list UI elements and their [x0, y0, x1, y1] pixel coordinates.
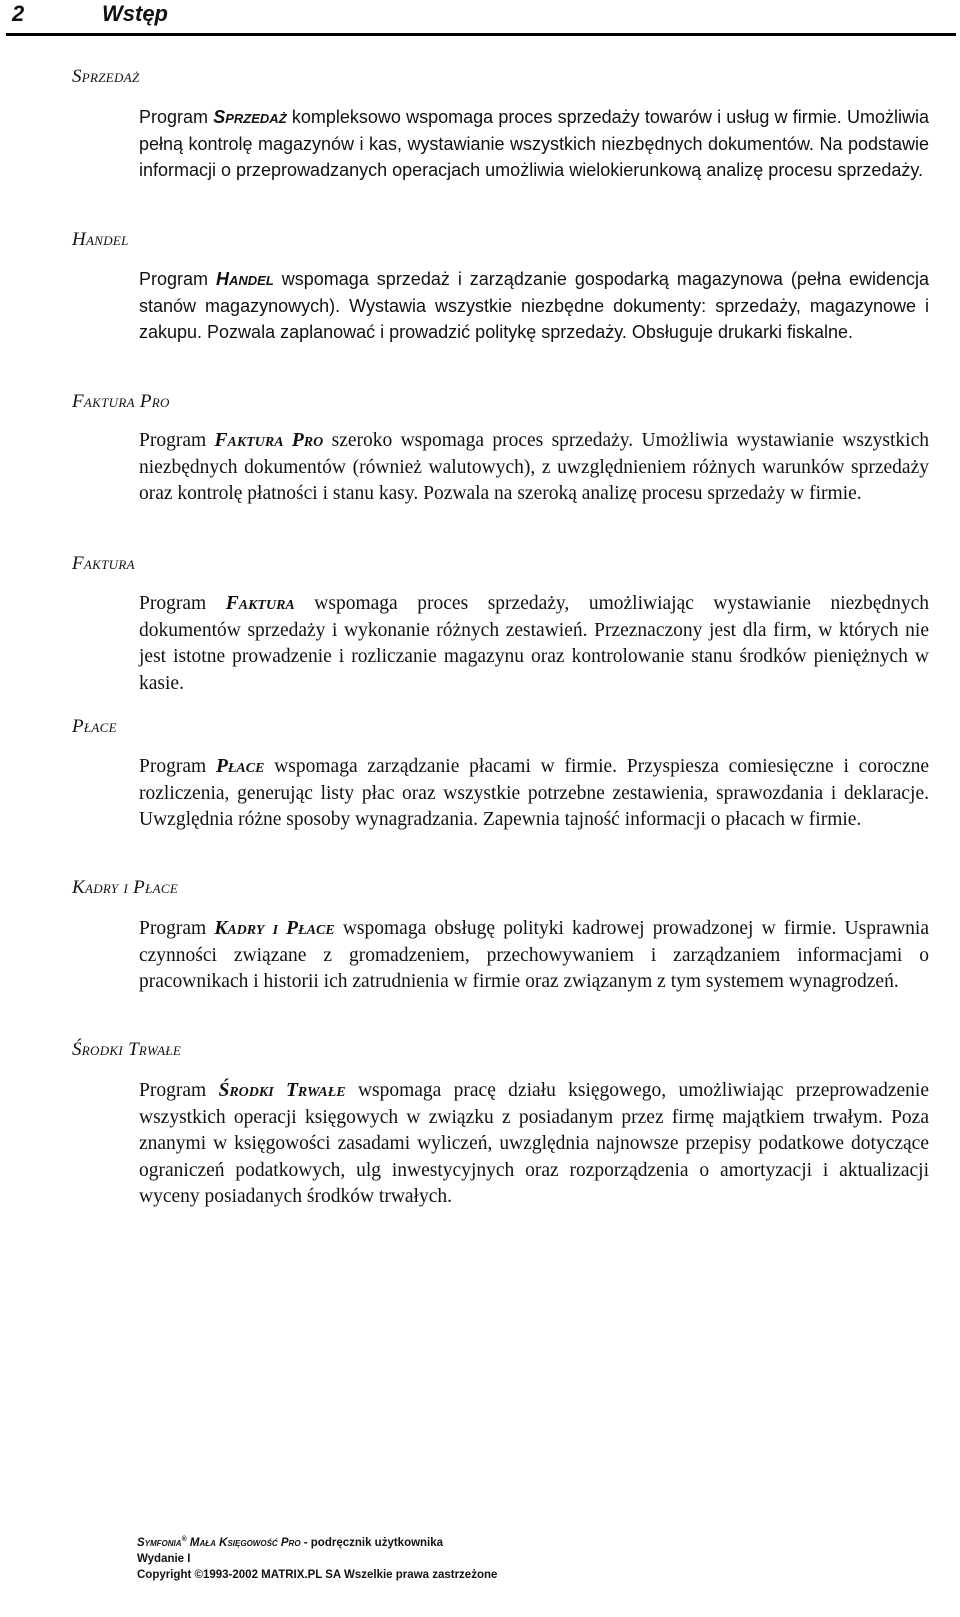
page-header [6, 0, 956, 36]
chapter-title: Wstęp [102, 1, 168, 26]
section-title-srodki-trwale: Środki Trwałe [72, 1039, 182, 1060]
section-title-sprzedaz: Sprzedaż [72, 66, 140, 87]
program-name: Sprzedaż [213, 107, 287, 127]
section-text-place: Program Płace wspomaga zarządzanie płacami w firmie. Przyspiesza comiesięczne i coroczne rozliczenia, generując listy płac oraz wszystkie potrzebne zestawienia, sprawozdania i deklaracje. Uwzględnia różne sposoby wynagradzania. Zapewnia tajność informacji o płacach w firmie. [139, 756, 929, 830]
section-title-faktura: Faktura [72, 553, 135, 574]
program-name: Kadry i Płace [214, 918, 335, 939]
page-number: 2 [12, 1, 25, 26]
program-name: Płace [215, 756, 265, 777]
program-name: Handel [216, 269, 274, 289]
section-title-kadry-i-place: Kadry i Płace [72, 877, 179, 898]
page-footer [137, 1532, 497, 1583]
section-title-handel: Handel [72, 229, 129, 250]
section-text-sprzedaz: Program Sprzedaż kompleksowo wspomaga proces sprzedaży towarów i usług w firmie. Umożliwia pełną kontrolę magazynów i kas, wystawianie wszystkich niezbędnych dokumentów. Na podstawie informacji o przeprowadzanych operacjach umożliwia wielokierunkową analizę procesu sprzedaży. [139, 107, 929, 180]
section-text-kadry-i-place: Program Kadry i Płace wspomaga obsługę polityki kadrowej prowadzonej w firmie. Usprawnia czynności związane z gromadzeniem, przechowywaniem i zarządzaniem informacjami o pracownikach i historii ich zatrudnienia w firmie oraz związanym z tym systemem wynagrodzeń. [139, 918, 930, 992]
program-name: Faktura [225, 593, 295, 614]
program-name: Środki Trwałe [218, 1080, 346, 1101]
section-title-faktura-pro: Faktura Pro [72, 391, 170, 412]
footer-edition: Wydanie I [137, 1552, 191, 1565]
section-text-srodki-trwale: Program Środki Trwałe wspomaga pracę działu księgowego, umożliwiając przeprowadzenie wszystkich operacji księgowych w związku z posiadanym przez firmę majątkiem trwałym. Poza znanymi w księgowości zasadami wyliczeń, uwzględnia najnowsze przepisy podatkowe dotyczące ograniczeń podatkowych, ulg inwestycyjnych oraz rozporządzenia o amortyzacji i aktualizacji wyceny posiadanych środków trwałych. [139, 1080, 929, 1207]
footer-copyright: Copyright ©1993-2002 MATRIX.PL SA Wszelkie prawa zastrzeżone [137, 1568, 498, 1581]
section-title-place: Płace [72, 716, 117, 737]
section-text-faktura-pro: Program Faktura Pro szeroko wspomaga proces sprzedaży. Umożliwia wystawianie wszystkich niezbędnych dokumentów (również walutowych), z uwzględnieniem różnych warunków sprzedaży oraz kontrolę płatności i stanu kasy. Pozwala na szeroką analizę procesu sprzedaży w firmie. [139, 430, 929, 504]
program-name: Faktura Pro [214, 430, 324, 451]
section-text-faktura: Program Faktura wspomaga proces sprzedaży, umożliwiając wystawianie niezbędnych dokumentów sprzedaży i wykonanie różnych zestawień. Przeznaczony jest dla firm, w których nie jest istotne prowadzenie i rozliczanie magazynu oraz kontrolowanie stanu środków pieniężnych w kasie. [139, 593, 930, 694]
section-text-handel: Program Handel wspomaga sprzedaż i zarządzanie gospodarką magazynowa (pełna ewidencja stanów magazynowych). Wystawia wszystkie niezbędne dokumenty: sprzedaży, magazynowe i zakupu. Pozwala zaplanować i prowadzić politykę sprzedaży. Obsługuje drukarki fiskalne. [139, 269, 929, 342]
footer-title: Symfonia® Mała Księgowość Pro - podręcznik użytkownika [137, 1536, 444, 1549]
